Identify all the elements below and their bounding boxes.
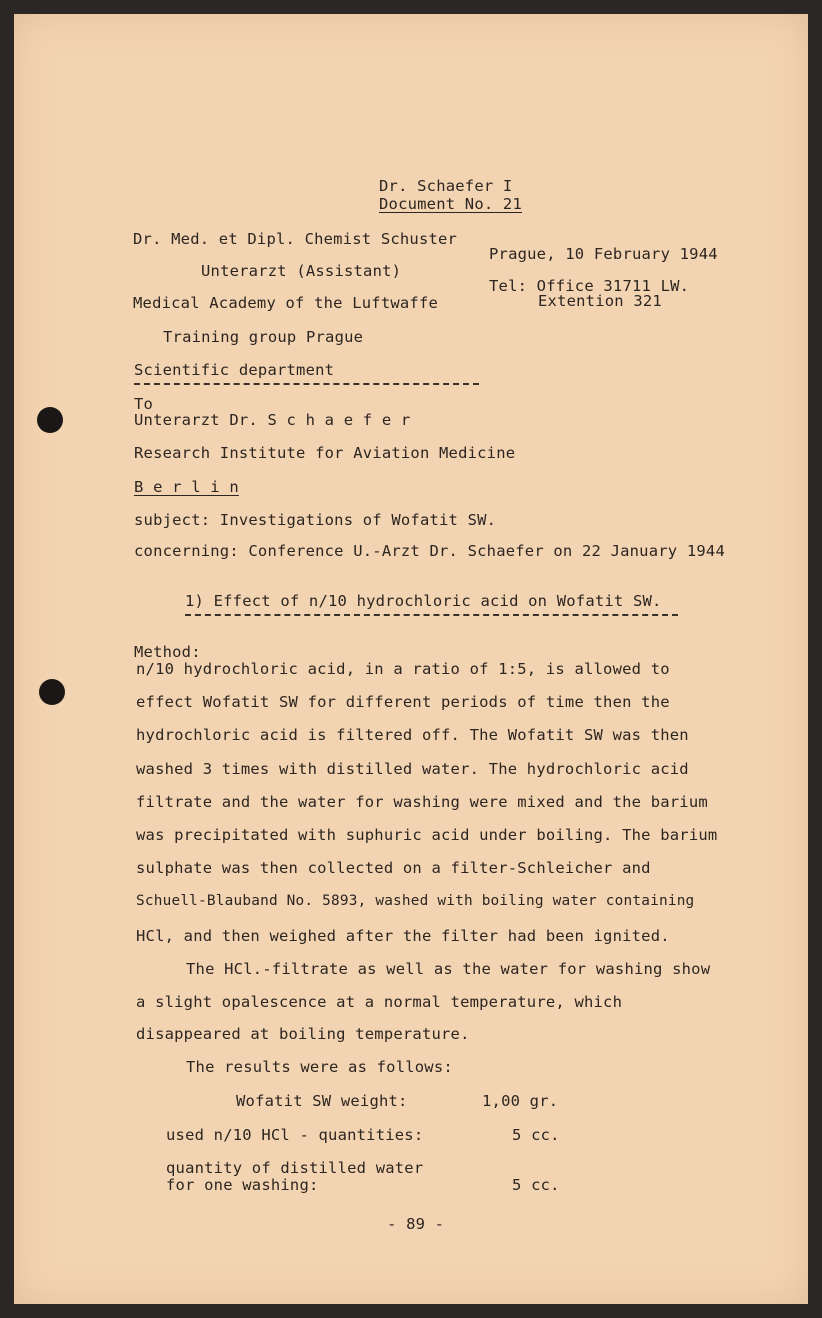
section-title: 1) Effect of n/10 hydrochloric acid on Wofatit SW.: [185, 592, 662, 610]
result-label: quantity of distilled water: [166, 1159, 424, 1177]
body-line: filtrate and the water for washing were mixed and the barium: [136, 793, 708, 811]
body-line: sulphate was then collected on a filter-Schleicher and: [136, 859, 651, 877]
body-line: was precipitated with suphuric acid under boiling. The barium: [136, 826, 718, 844]
result-label: for one washing:: [166, 1176, 319, 1194]
body-line: The results were as follows:: [186, 1058, 453, 1076]
body-line: hydrochloric acid is filtered off. The Wofatit SW was then: [136, 726, 689, 744]
recipient-name: Unterarzt Dr. S c h a e f e r: [134, 411, 411, 429]
body-line: n/10 hydrochloric acid, in a ratio of 1:5, is allowed to: [136, 660, 670, 678]
header-document-number: Document No. 21: [379, 195, 522, 213]
result-value: 5 cc.: [512, 1176, 560, 1194]
page-number: - 89 -: [387, 1215, 445, 1233]
result-value: 1,00 gr.: [482, 1092, 559, 1110]
body-line: a slight opalescence at a normal temperature, which: [136, 993, 623, 1011]
punch-hole-top: [37, 407, 63, 433]
body-line: HCl, and then weighed after the filter had been ignited.: [136, 927, 670, 945]
recipient-institute: Research Institute for Aviation Medicine: [134, 444, 516, 462]
date-line: Prague, 10 February 1944: [489, 245, 718, 263]
body-line: effect Wofatit SW for different periods of time then the: [136, 693, 670, 711]
result-value: 5 cc.: [512, 1126, 560, 1144]
sender-training-group: Training group Prague: [163, 328, 364, 346]
subject-line: subject: Investigations of Wofatit SW.: [134, 511, 497, 529]
concerning-line: concerning: Conference U.-Arzt Dr. Schaefer on 22 January 1944: [134, 542, 725, 560]
sender-academy: Medical Academy of the Luftwaffe: [133, 294, 439, 312]
body-line: Schuell-Blauband No. 5893, washed with boiling water containing: [136, 893, 695, 909]
header-line1: Dr. Schaefer I: [379, 177, 513, 195]
result-label: Wofatit SW weight:: [236, 1092, 408, 1110]
tel-line: Tel: Office 31711 LW.: [489, 277, 690, 295]
sender-rank: Unterarzt (Assistant): [201, 262, 402, 280]
sender-name: Dr. Med. et Dipl. Chemist Schuster: [133, 230, 458, 248]
body-line: washed 3 times with distilled water. The hydrochloric acid: [136, 760, 689, 778]
body-line: The HCl.-filtrate as well as the water for washing show: [186, 960, 711, 978]
recipient-to: To: [134, 395, 154, 413]
sender-department: Scientific department: [134, 361, 335, 379]
section-title-underline: [185, 614, 678, 616]
body-line: disappeared at boiling temperature.: [136, 1025, 470, 1043]
recipient-city: B e r l i n: [134, 478, 239, 496]
divider-rule: [134, 383, 479, 385]
punch-hole-bottom: [39, 679, 65, 705]
result-label: used n/10 HCl - quantities:: [166, 1126, 424, 1144]
method-label: Method:: [134, 643, 201, 661]
extension-line: Extention 321: [538, 292, 662, 310]
